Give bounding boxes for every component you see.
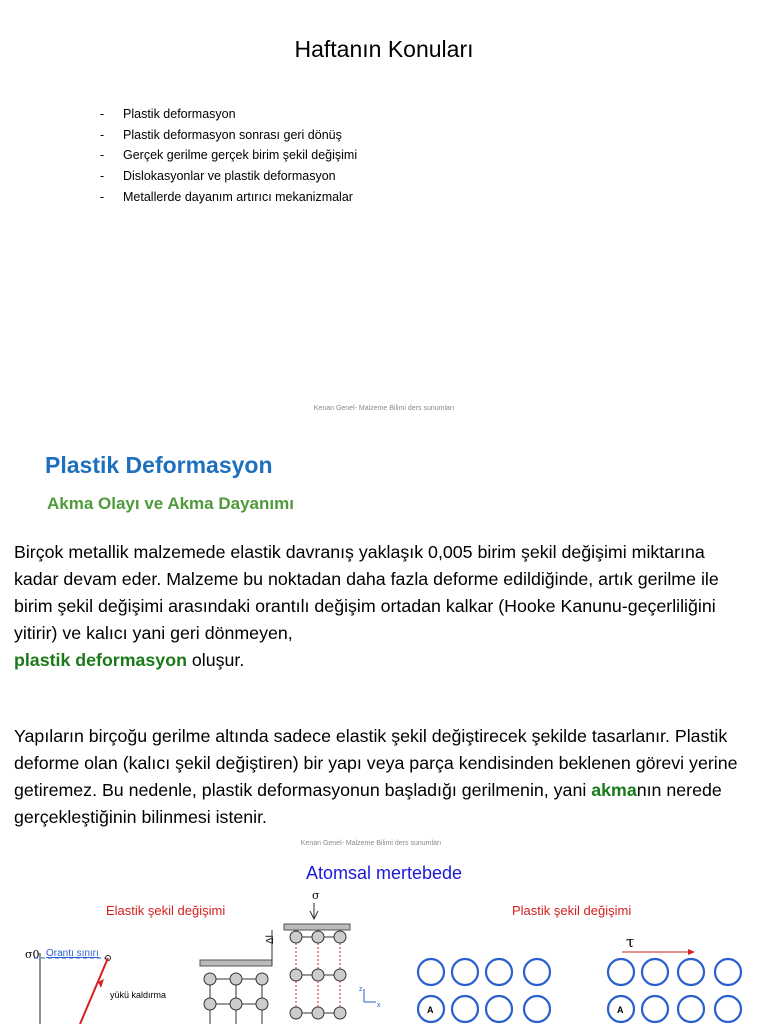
slide-title: Haftanın Konuları — [294, 36, 474, 62]
lattice-atom — [312, 931, 324, 943]
lattice-atom — [334, 931, 346, 943]
sigma-top-label: σ — [312, 889, 320, 902]
atom — [452, 959, 478, 985]
list-item — [100, 187, 357, 208]
slide-subtitle: Akma Olayı ve Akma Dayanımı — [47, 494, 294, 513]
atom — [524, 996, 550, 1022]
atomic-deformation-illustration — [0, 427, 768, 1024]
plastic-label: Plastik şekil değişimi — [512, 903, 632, 918]
slide-footer: Kenan Genel- Malzeme Bilimi ders sunumları — [313, 405, 455, 412]
atomic-level-heading: Atomsal mertebede — [305, 863, 463, 883]
lattice-atom — [204, 973, 216, 985]
atom-grid-before — [418, 959, 550, 1022]
highlight-plastic-deformation: plastik deformasyon — [14, 650, 187, 670]
unload-label: yükü kaldırma — [110, 990, 167, 1000]
list-item — [100, 125, 357, 146]
bullet-dash: - — [100, 148, 105, 163]
atom — [642, 959, 668, 985]
paragraph-text: Yapıların birçoğu gerilme altında sadece elastik şekil değiştirecek şekilde tasarlanır. Plastik deforme olan (kalıcı şekil değiştiren) bir yapı veya parça kendisinden beklenen görevi yerine getiremez. Bu nedenle, plastik deformasyonun başladığı gerilmenin, yani — [14, 726, 738, 800]
slide-plastic-deformation — [0, 427, 768, 1024]
topic-text: Gerçek gerilme gerçek birim şekil değişimi — [123, 148, 358, 163]
load-arrow-icon — [310, 903, 318, 919]
atom — [608, 959, 634, 985]
topic-text: Plastik deformasyon sonrası geri dönüş — [123, 127, 342, 142]
lattice-atom — [334, 969, 346, 981]
slide-title: Plastik Deformasyon — [45, 452, 273, 478]
atom — [715, 996, 741, 1022]
slide-footer: Kenan Genel- Malzeme Bilimi ders sunumları — [300, 840, 442, 847]
bullet-dash: - — [100, 127, 105, 142]
atom — [452, 996, 478, 1022]
paragraph-text-end: nın nerede gerçekleştiğinin bilinmesi istenir. — [14, 780, 722, 827]
topic-list — [100, 104, 357, 208]
lattice-atom — [256, 973, 268, 985]
tau-label: τ — [626, 933, 635, 951]
atom — [486, 959, 512, 985]
atom — [418, 959, 444, 985]
elastic-curve — [80, 958, 108, 1024]
bullet-dash: - — [100, 169, 105, 184]
paragraph-text-end: oluşur. — [186, 650, 245, 670]
atom — [486, 996, 512, 1022]
atom-grid-after — [608, 959, 741, 1022]
topic-text: Dislokasyonlar ve plastik deformasyon — [123, 169, 336, 184]
list-item — [100, 104, 357, 125]
atom — [715, 959, 741, 985]
atom-label-a: A — [617, 1005, 624, 1015]
list-item — [100, 166, 357, 187]
x-axis-label: x — [377, 1002, 381, 1009]
lattice-atom — [312, 969, 324, 981]
atom — [642, 996, 668, 1022]
lattice-atom — [230, 973, 242, 985]
lattice-atom — [312, 1007, 324, 1019]
paragraph-text: Birçok metallik malzemede elastik davranış yaklaşık 0,005 birim şekil değişimi miktarına kadar devam eder. Malzeme bu noktadan daha fazla deforme edildiğinde, artık gerilme ile birim şekil değişimi arasındaki orantılı değişim ortadan kalkar (Hooke Kanunu-geçerliliğini yitirir) ve kalıcı yani geri dönmeyen, — [14, 542, 719, 643]
highlight-akma: akma — [591, 780, 637, 800]
atom — [524, 959, 550, 985]
elastic-lattice — [200, 889, 381, 1024]
lattice-atom — [256, 998, 268, 1010]
bullet-dash: - — [100, 189, 105, 204]
proportional-limit-label: Orantı sınırı — [46, 948, 99, 959]
lattice-atom — [230, 998, 242, 1010]
lattice-atom — [290, 931, 302, 943]
lattice-atom — [290, 1007, 302, 1019]
delta-l-label: Δl — [265, 935, 276, 944]
lattice-atom — [290, 969, 302, 981]
shear-arrow-icon — [688, 949, 695, 955]
z-axis-label: z — [359, 986, 363, 993]
sigma0-label: σ0 — [25, 948, 40, 961]
topic-text: Plastik deformasyon — [123, 107, 236, 121]
slide-topics — [0, 0, 768, 427]
topic-text: Metallerde dayanım artırıcı mekanizmalar — [123, 189, 353, 204]
list-item — [100, 145, 357, 166]
lattice-atom — [334, 1007, 346, 1019]
atom — [678, 959, 704, 985]
bottom-plate — [200, 960, 272, 966]
stress-strain-graph — [25, 948, 166, 1024]
top-plate — [284, 924, 350, 930]
atom-label-a: A — [427, 1005, 434, 1015]
bullet-dash: - — [100, 107, 105, 121]
lattice-atom — [204, 998, 216, 1010]
elastic-label: Elastik şekil değişimi — [106, 903, 226, 918]
atom — [678, 996, 704, 1022]
